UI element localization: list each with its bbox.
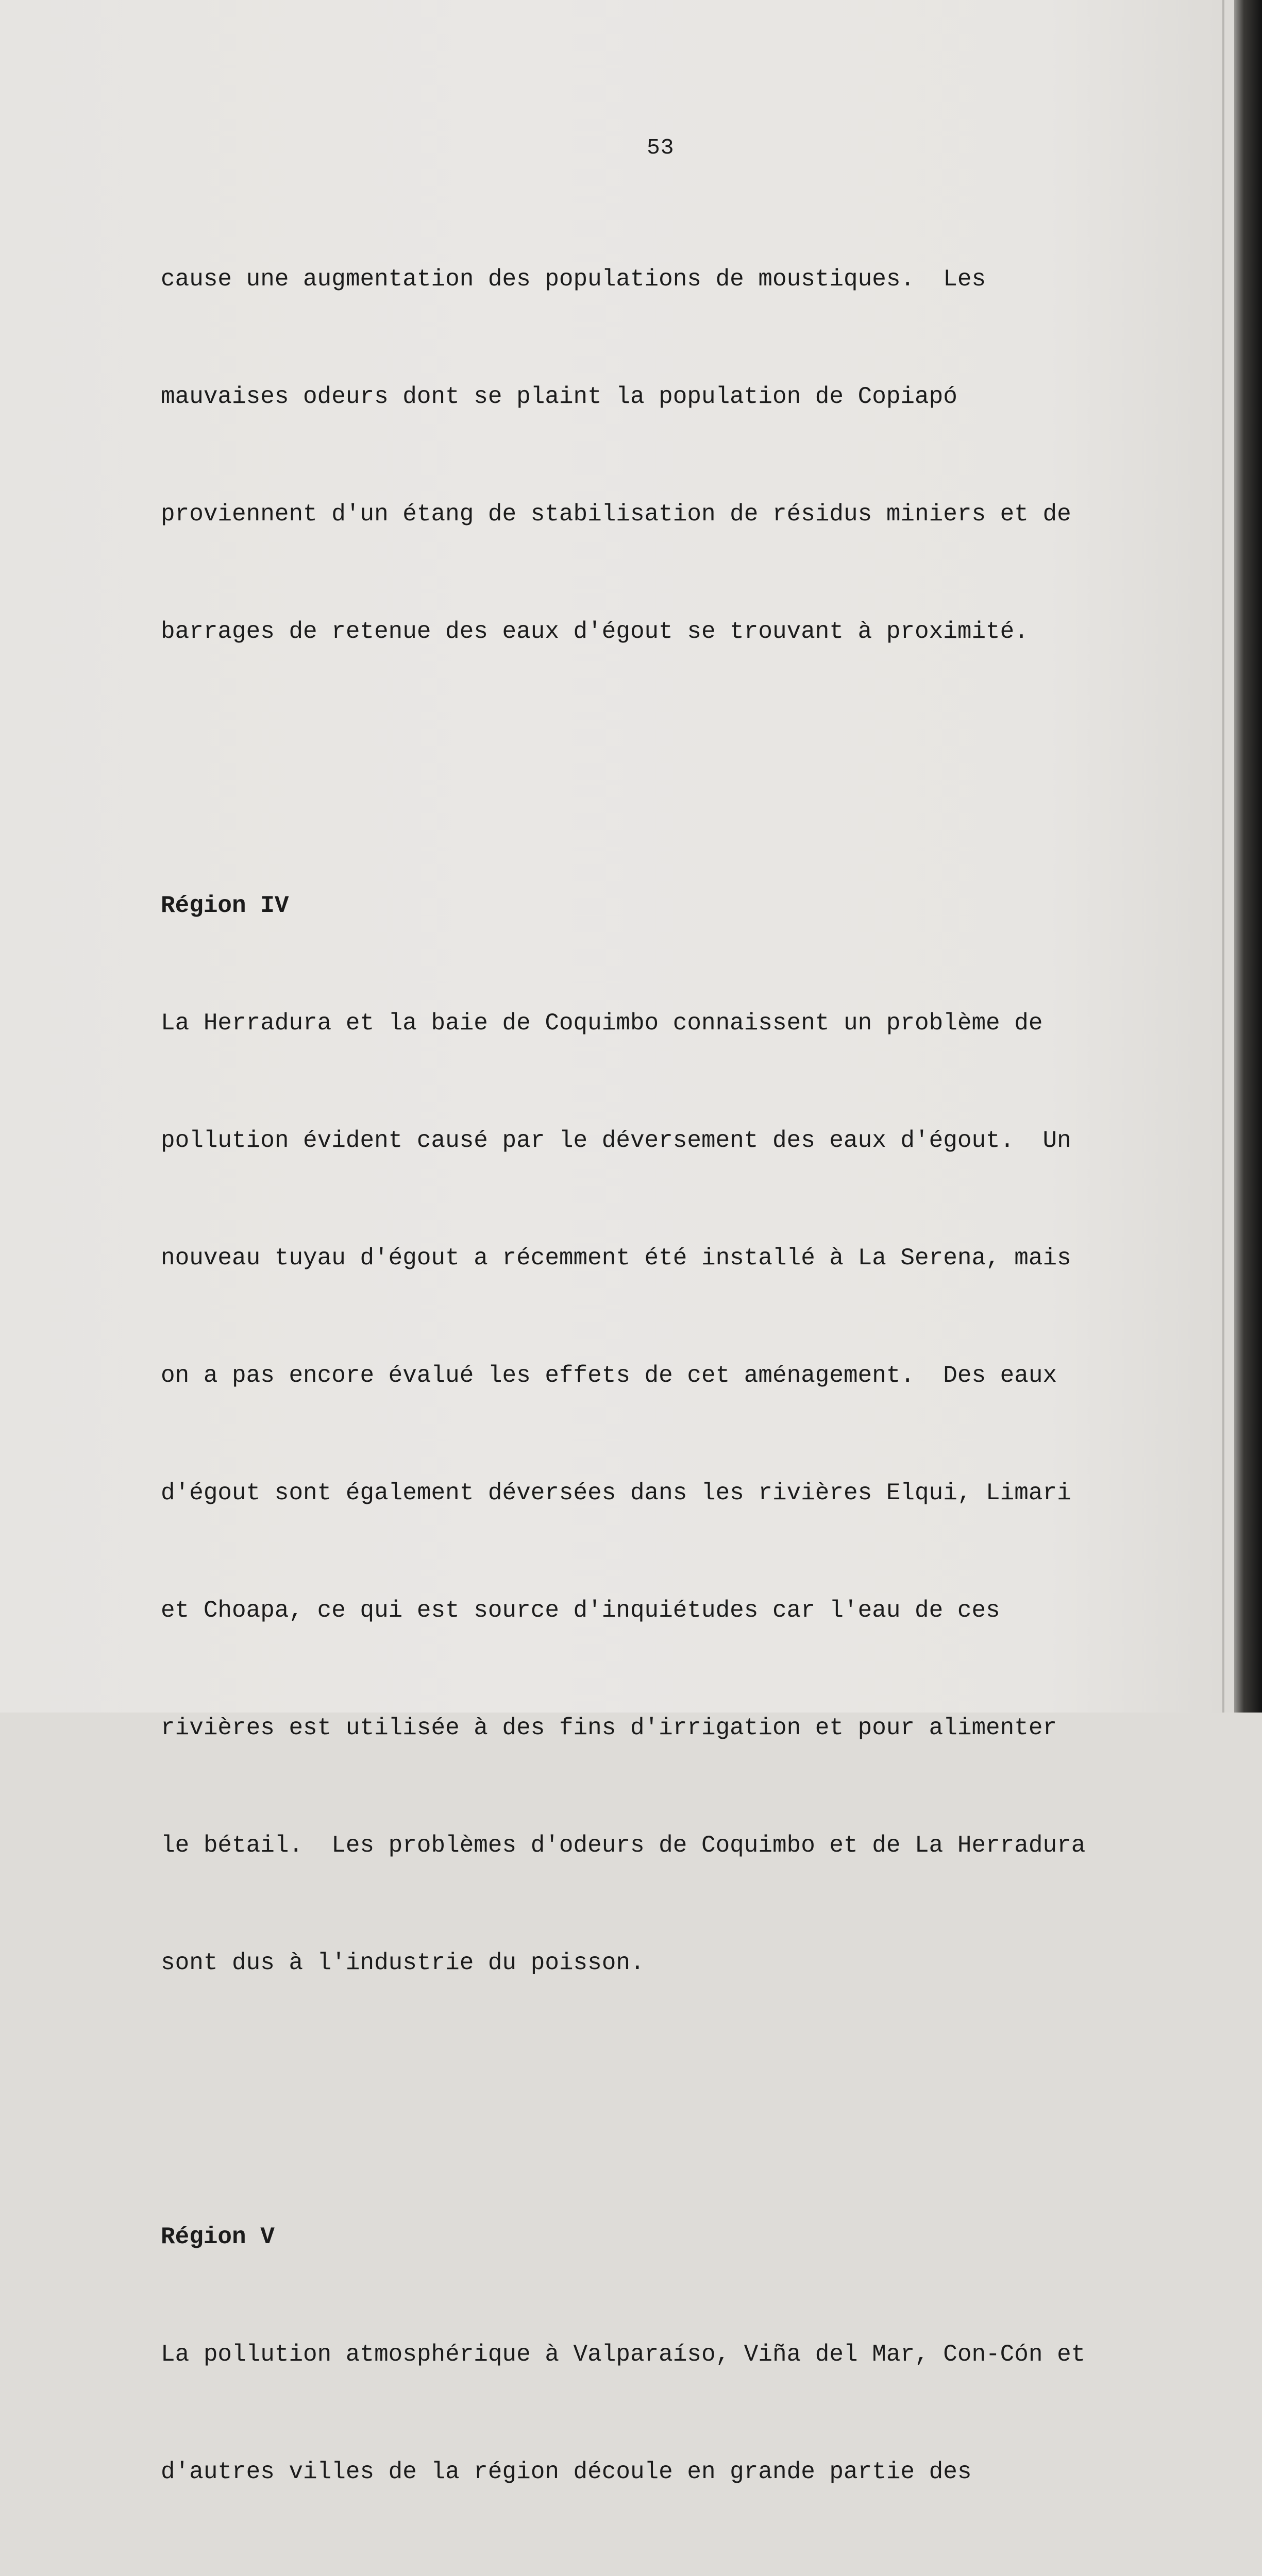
region-iv-line: le bétail. Les problèmes d'odeurs de Coquimbo et de La Herradura [161, 1832, 1086, 1859]
paragraph-line: cause une augmentation des populations de moustiques. Les [161, 266, 986, 293]
region-iv-line: on a pas encore évalué les effets de cet aménagement. Des eaux [161, 1362, 1057, 1389]
region-iv-line: sont dus à l'industrie du poisson. [161, 1950, 645, 1976]
page-number: 53 [647, 135, 675, 160]
region-iv-line: d'égout sont également déversées dans les rivières Elqui, Limari [161, 1480, 1071, 1506]
paragraph-line: barrages de retenue des eaux d'égout se trouvant à proximité. [161, 618, 1029, 645]
paragraph-line: mauvaises odeurs dont se plaint la population de Copiapó [161, 383, 957, 410]
page-binding-shadow [1234, 0, 1262, 1713]
region-v-line: d'autres villes de la région découle en grande partie des [161, 2459, 972, 2485]
region-iv-line: nouveau tuyau d'égout a récemment été installé à La Serena, mais [161, 1245, 1071, 1272]
page-edge-line [1222, 0, 1224, 1713]
region-iv-line: rivières est utilisée à des fins d'irrigation et pour alimenter [161, 1715, 1057, 1741]
document-body [161, 181, 1186, 2576]
region-iv-line: La Herradura et la baie de Coquimbo connaissent un problème de [161, 1010, 1043, 1037]
blank-line [161, 730, 1186, 769]
region-iv-line: pollution évident causé par le déversement des eaux d'égout. Un [161, 1127, 1071, 1154]
section-heading-region-v: Région V [161, 2224, 275, 2250]
region-iv-line: et Choapa, ce qui est source d'inquiétudes car l'eau de ces [161, 1597, 1000, 1624]
paragraph-line: proviennent d'un étang de stabilisation de résidus miniers et de [161, 501, 1071, 528]
blank-line [161, 2061, 1186, 2100]
region-v-line: La pollution atmosphérique à Valparaíso, Viña del Mar, Con-Cón et [161, 2341, 1086, 2368]
section-heading-region-iv: Région IV [161, 892, 289, 919]
region-v-line [161, 2570, 1186, 2576]
